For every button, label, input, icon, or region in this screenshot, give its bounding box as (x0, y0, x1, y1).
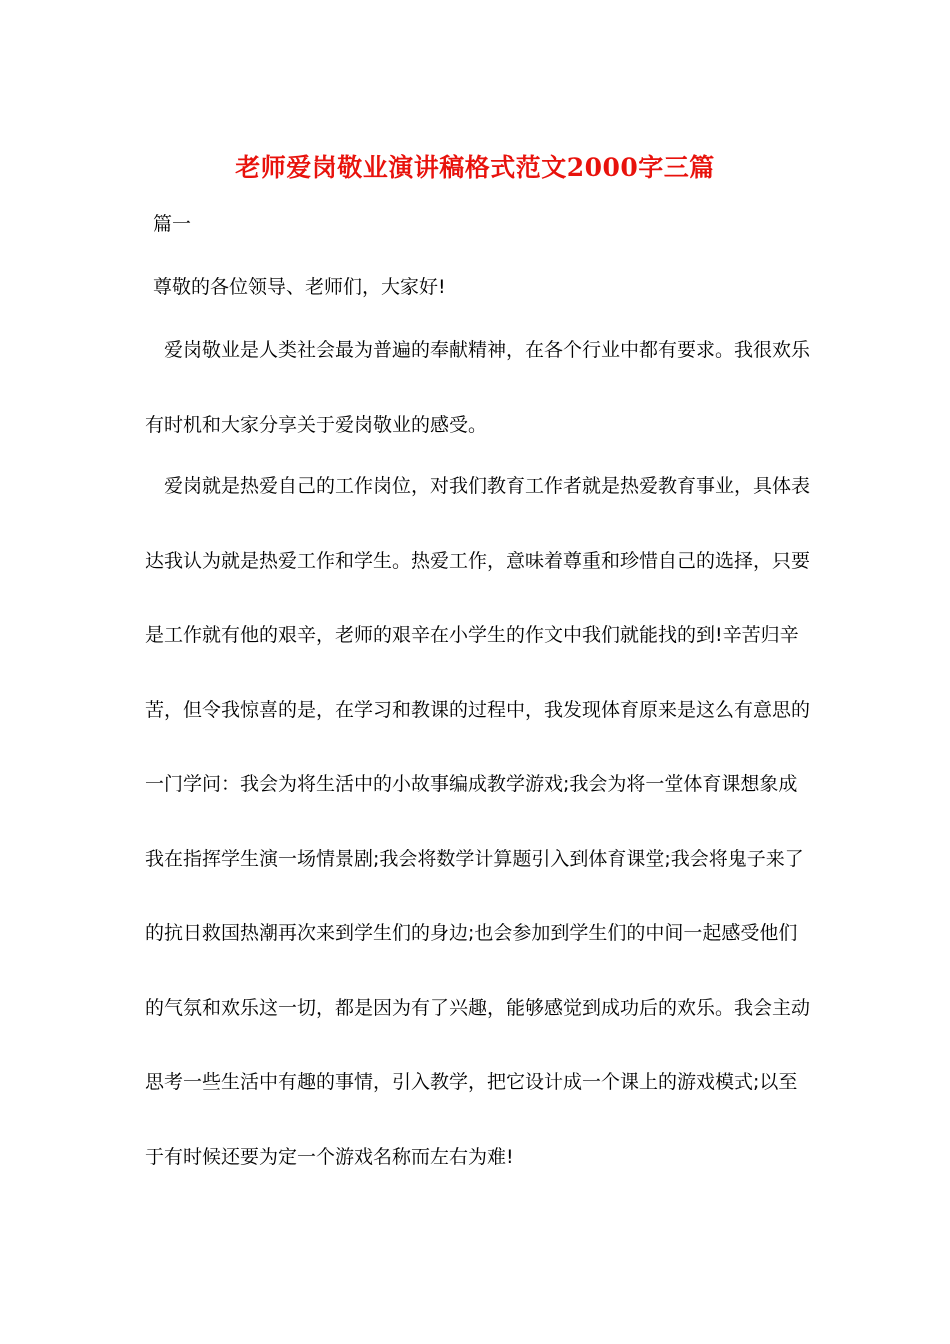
paragraph-2: 爱岗就是热爱自己的工作岗位，对我们教育工作者就是热爱教育事业，具体表达我认为就是热爱工作和学生。热爱工作，意味着尊重和珍惜自己的选择，只要是工作就有他的艰辛，老师的艰辛在小学生的作文中我们就能找的到!辛苦归辛苦，但令我惊喜的是，在学习和教课的过程中，我发现体育原来是这么有意思的一门学问：我会为将生活中的小故事编成教学游戏;我会为将一堂体育课想象成我在指挥学生演一场情景剧;我会将数学计算题引入到体育课堂;我会将鬼子来了的抗日救国热潮再次来到学生们的身边;也会参加到学生们的中间一起感受他们的气氛和欢乐这一切，都是因为有了兴趣，能够感觉到成功后的欢乐。我会主动思考一些生活中有趣的事情，引入教学，把它设计成一个课上的游戏模式;以至于有时候还要为定一个游戏名称而左右为难! (145, 475, 811, 1168)
document-title: 老师爱岗敬业演讲稿格式范文2000字三篇 (235, 153, 715, 182)
section-heading: 篇一 (153, 213, 192, 235)
salutation: 尊敬的各位领导、老师们，大家好! (153, 276, 446, 298)
paragraph-1: 爱岗敬业是人类社会最为普遍的奉献精神，在各个行业中都有要求。我很欢乐有时机和大家分享关于爱岗敬业的感受。 (145, 339, 811, 436)
